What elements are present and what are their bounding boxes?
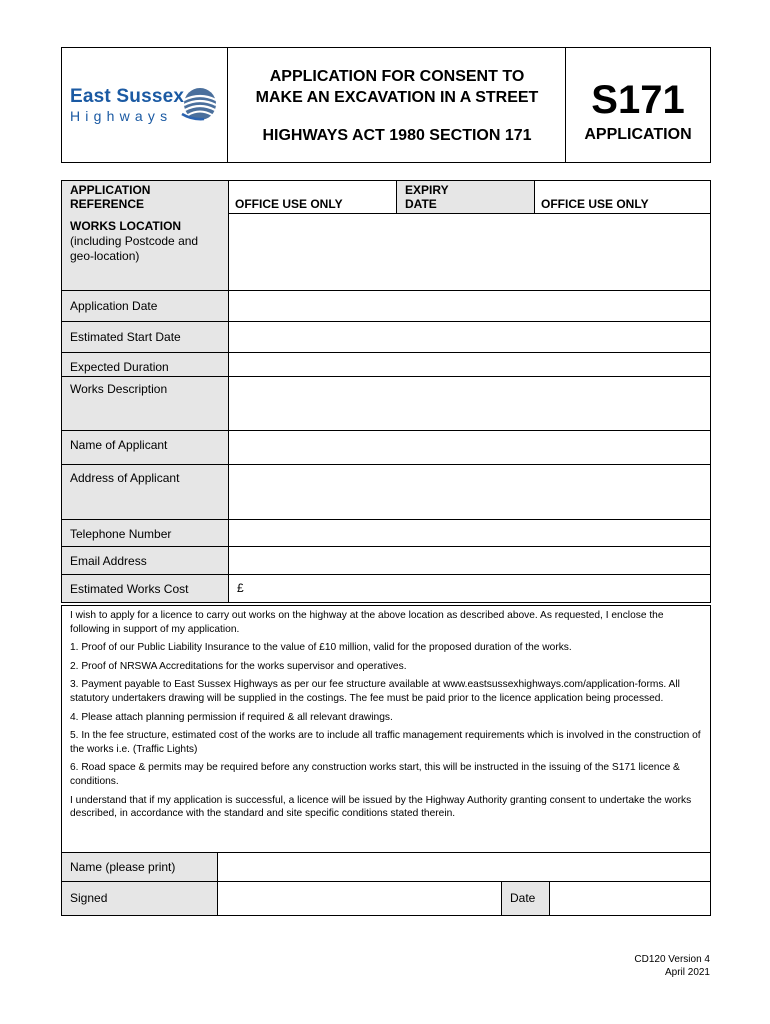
- form-subtitle: HIGHWAYS ACT 1980 SECTION 171: [262, 127, 532, 144]
- date-field[interactable]: [550, 882, 710, 915]
- application-reference-label: [62, 181, 229, 213]
- logo-cell: [62, 48, 228, 162]
- telephone-label: Telephone Number: [62, 520, 229, 546]
- declaration-intro: I wish to apply for a licence to carry out works on the highway at the above location as described above. As requested, I enclose the following in support of my application.: [70, 610, 664, 635]
- telephone-row: [62, 520, 710, 547]
- application-reference-field[interactable]: [229, 181, 397, 213]
- works-location-hint-2: geo-location): [70, 249, 140, 263]
- expiry-date-label: [397, 181, 535, 213]
- form-code: S171: [591, 78, 685, 122]
- logo-tagline: Highways: [70, 108, 173, 124]
- estimated-start-label: Estimated Start Date: [62, 322, 229, 352]
- name-of-applicant-field[interactable]: [229, 431, 710, 464]
- logo-swoosh-icon: [180, 86, 220, 122]
- address-of-applicant-field[interactable]: [229, 465, 710, 519]
- estimated-cost-field[interactable]: [229, 575, 710, 602]
- date-label: Date: [502, 882, 550, 915]
- signature-block: [61, 852, 711, 916]
- email-row: [62, 547, 710, 575]
- app-ref-line1: APPLICATION: [70, 183, 151, 197]
- app-ref-line2: REFERENCE: [70, 197, 145, 211]
- declaration-item-5: 5. In the fee structure, estimated cost of the works are to include all traffic management requirements which is involved in the construction of the works i.e. (Traffic Lights): [70, 730, 701, 755]
- currency-symbol: £: [237, 581, 244, 595]
- logo-name: East Sussex: [70, 86, 185, 107]
- expiry-line1: EXPIRY: [405, 183, 449, 197]
- declaration-item-6: 6. Road space & permits may be required before any construction works start, this will be instructed in the issuing of the S171 licence & conditions.: [70, 762, 680, 787]
- name-of-applicant-label: Name of Applicant: [62, 431, 229, 464]
- works-description-field[interactable]: [229, 377, 710, 430]
- application-form-table: [61, 213, 711, 603]
- estimated-start-field[interactable]: [229, 322, 710, 352]
- form-header: [61, 47, 711, 163]
- declaration-item-4: 4. Please attach planning permission if required & all relevant drawings.: [70, 711, 393, 723]
- address-of-applicant-row: [62, 465, 710, 520]
- application-date-label: Application Date: [62, 291, 229, 321]
- footer: [560, 953, 710, 979]
- form-date: April 2021: [664, 967, 710, 978]
- declaration-block: [61, 605, 711, 853]
- works-description-label: Works Description: [62, 377, 229, 430]
- works-location-row: [62, 213, 710, 291]
- email-field[interactable]: [229, 547, 710, 574]
- signed-row: [62, 882, 710, 915]
- declaration-item-1: 1. Proof of our Public Liability Insurance to the value of £10 million, valid for the proposed duration of the works.: [70, 642, 572, 654]
- title-cell: [228, 48, 566, 162]
- expected-duration-row: [62, 353, 710, 377]
- works-location-field[interactable]: [229, 213, 710, 290]
- form-code-cell: [566, 48, 710, 162]
- office-use-label: OFFICE USE ONLY: [235, 197, 343, 211]
- form-code-sub: APPLICATION: [584, 126, 692, 143]
- form-title-line2: MAKE AN EXCAVATION IN A STREET: [255, 89, 539, 106]
- reference-row: [61, 180, 711, 214]
- form-title: [228, 66, 566, 108]
- print-name-row: [62, 853, 710, 882]
- expected-duration-label: Expected Duration: [62, 353, 229, 376]
- works-location-title: WORKS LOCATION: [70, 219, 182, 233]
- name-of-applicant-row: [62, 431, 710, 465]
- expected-duration-field[interactable]: [229, 353, 710, 376]
- telephone-field[interactable]: [229, 520, 710, 546]
- works-location-hint-1: (including Postcode and: [70, 234, 199, 248]
- signed-label: Signed: [62, 882, 218, 915]
- form-version: CD120 Version 4: [634, 954, 710, 965]
- office-use-label: OFFICE USE ONLY: [541, 197, 649, 211]
- print-name-field[interactable]: [218, 853, 710, 881]
- estimated-cost-row: [62, 575, 710, 602]
- expiry-date-field[interactable]: [535, 181, 710, 213]
- print-name-label: Name (please print): [62, 853, 218, 881]
- declaration-item-2: 2. Proof of NRSWA Accreditations for the works supervisor and operatives.: [70, 660, 407, 672]
- expiry-line2: DATE: [405, 197, 437, 211]
- declaration-item-3: 3. Payment payable to East Sussex Highways as per our fee structure available at www.eastsussexhighways.com/application-forms. All statutory undertakers drawing will be supplied in the costings. The fee must be paid prior to the licence application being processed.: [70, 679, 680, 704]
- estimated-cost-label: Estimated Works Cost: [62, 575, 229, 602]
- application-date-field[interactable]: [229, 291, 710, 321]
- signature-field[interactable]: [218, 882, 502, 915]
- address-of-applicant-label: Address of Applicant: [62, 465, 229, 519]
- form-title-line1: APPLICATION FOR CONSENT TO: [269, 68, 525, 85]
- estimated-start-row: [62, 322, 710, 353]
- email-label: Email Address: [62, 547, 229, 574]
- works-location-label: [62, 213, 229, 290]
- application-date-row: [62, 291, 710, 322]
- works-description-row: [62, 377, 710, 431]
- declaration-closing: I understand that if my application is successful, a licence will be issued by the Highway Authority granting consent to undertake the works described, in accordance with the standard and site specific conditions stated therein.: [70, 794, 692, 820]
